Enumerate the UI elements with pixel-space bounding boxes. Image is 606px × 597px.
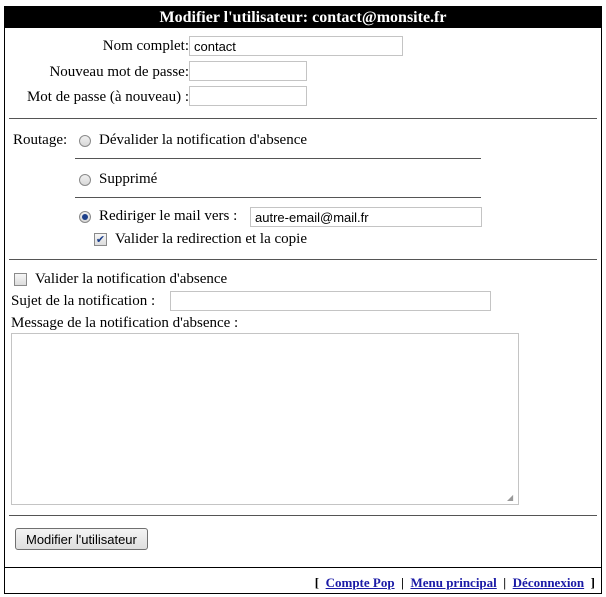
- radio-disable-notification-label: Dévalider la notification d'absence: [99, 132, 308, 148]
- radio-delete[interactable]: [79, 174, 91, 186]
- redirect-copy-label: Valider la redirection et la copie: [115, 231, 307, 247]
- radio-delete-label: Supprimé: [99, 171, 158, 187]
- radio-redirect-label: Rediriger le mail vers :: [99, 208, 238, 224]
- divider: [5, 567, 602, 568]
- separator: |: [503, 575, 507, 590]
- radio-disable-notification[interactable]: [79, 135, 91, 147]
- absence-enable-checkbox[interactable]: [14, 273, 27, 286]
- fullname-label: Nom complet:: [102, 38, 189, 54]
- bracket-open: [: [314, 575, 320, 590]
- password-input[interactable]: [189, 61, 307, 81]
- bracket-close: ]: [590, 575, 595, 590]
- subject-label: Sujet de la notification :: [11, 293, 156, 309]
- routing-label: Routage:: [13, 132, 68, 148]
- divider: [75, 197, 481, 198]
- link-compte-pop[interactable]: Compte Pop: [325, 575, 395, 590]
- divider: [9, 259, 597, 260]
- page-title: Modifier l'utilisateur: contact@monsite.fr: [5, 7, 601, 28]
- message-label: Message de la notification d'absence :: [11, 315, 239, 331]
- divider: [9, 118, 597, 119]
- submit-button[interactable]: Modifier l'utilisateur: [15, 528, 148, 550]
- redirect-copy-checkbox[interactable]: ✔: [95, 233, 106, 246]
- radio-redirect[interactable]: [79, 211, 91, 223]
- password-repeat-input[interactable]: [189, 86, 307, 106]
- message-textarea[interactable]: [11, 333, 519, 505]
- separator: |: [401, 575, 404, 590]
- redirect-email-input[interactable]: [250, 207, 482, 227]
- footer-nav: [315, 575, 595, 591]
- link-deconnexion[interactable]: Déconnexion: [512, 575, 585, 590]
- link-menu-principal[interactable]: Menu principal: [410, 575, 497, 590]
- fullname-input[interactable]: [189, 36, 403, 56]
- password-repeat-label: Mot de passe (à nouveau) :: [26, 89, 189, 105]
- subject-input[interactable]: [170, 291, 491, 311]
- divider: [75, 158, 481, 159]
- password-label: Nouveau mot de passe:: [49, 64, 189, 80]
- resize-grip-icon[interactable]: ◢: [507, 493, 514, 502]
- divider: [9, 515, 597, 516]
- edit-user-panel: [4, 6, 602, 594]
- absence-enable-label: Valider la notification d'absence: [35, 271, 228, 287]
